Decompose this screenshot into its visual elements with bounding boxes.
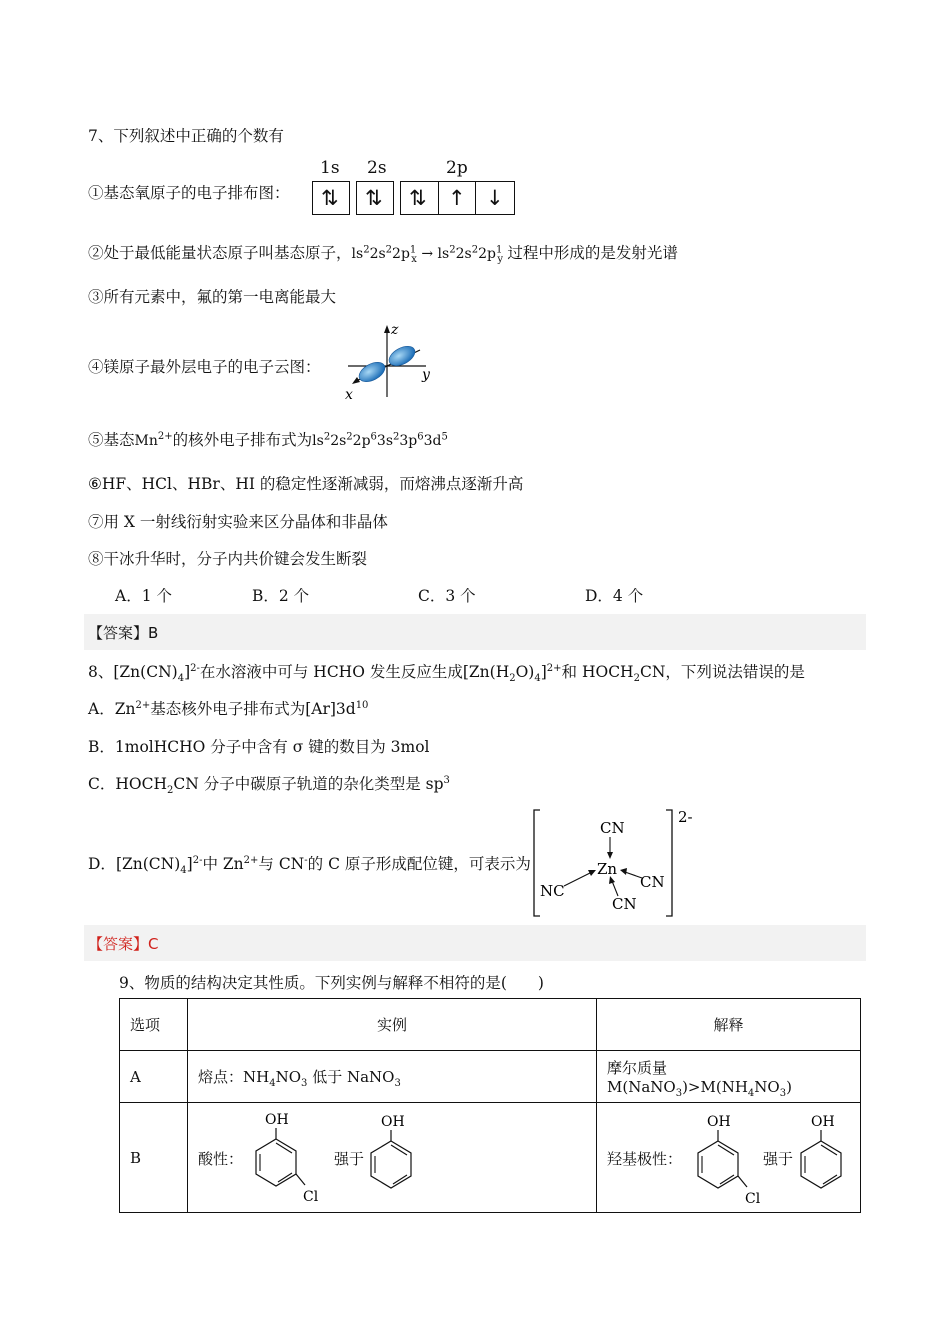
electron-cloud-diagram [340, 322, 440, 402]
svg-text:OH: OH [707, 1114, 731, 1130]
row-a-explanation: 摩尔质量 $M(NaNO_3)>M(NH_4NO_3)$ [597, 1051, 861, 1103]
q7-item1-label: ①基态氧原子的电子排布图： [88, 184, 290, 202]
row-a-option: A [120, 1051, 188, 1103]
q8-option-b: B．1molHCHO 分子中含有 σ 键的数目为 3mol [88, 738, 430, 756]
row-b-example: 酸性： OH Cl 强于 OH [188, 1103, 597, 1213]
m-chlorophenol-structure [243, 1109, 323, 1207]
ligand-left: NC [540, 882, 565, 900]
q9-stem: 9、物质的结构决定其性质。下列实例与解释不相符的是( ) [119, 974, 544, 992]
q8-option-c: C．$HOCH_2CN$ 分子中碳原子轨道的杂化类型是 $sp^3$ [88, 774, 450, 797]
svg-text:OH: OH [381, 1114, 405, 1130]
q8-option-a: A．$Zn^{2+}$基态核外电子排布式为$[Ar]3d^{10}$ [88, 699, 369, 718]
svg-text:OH: OH [811, 1114, 835, 1130]
orbital-box-2p: ⇅ ↑ ↓ [400, 181, 515, 215]
q7-item7: ⑦用 X 一射线衍射实验来区分晶体和非晶体 [88, 513, 388, 531]
q7-item6: ⑥HF、HCl、HBr、HI 的稳定性逐渐减弱，而熔沸点逐渐升高 [88, 475, 524, 493]
table-row-a [120, 1051, 861, 1103]
table-row-b [120, 1103, 861, 1213]
mn-electron-config: $ls^22s^22p^63s^23p^63d^5$ [312, 431, 448, 449]
ligand-top: CN [600, 819, 625, 837]
ligand-right: CN [640, 873, 665, 891]
complex-charge: 2- [678, 808, 693, 826]
q7-choice-b: B．2 个 [252, 587, 310, 605]
header-example: 实例 [188, 999, 597, 1051]
q7-stem: 7、下列叙述中正确的个数有 [88, 127, 284, 145]
q7-choice-a: A．1 个 [115, 587, 172, 605]
ligand-bottom: CN [612, 895, 637, 913]
m-chlorophenol-structure-2 [685, 1111, 765, 1209]
q7-choice-c: C．3 个 [418, 587, 476, 605]
row-b-explanation: 羟基极性： OH Cl 强于 OH [597, 1103, 861, 1213]
q7-item2: ②处于最低能量状态原子叫基态原子，$ls^22s^22p^1_x \to ls^22s^22p^1_y$ 过程中形成的是发射光谱 [88, 244, 678, 265]
orbital-label-1s: 1s [320, 158, 340, 178]
zn-complex-structure [530, 806, 720, 920]
orbital-box-2s: ⇅ [356, 181, 394, 215]
q8-stem: 8、$[Zn(CN)_4]^{2-}$在水溶液中可与 HCHO 发生反应生成$[Zn(H_2O)_4]^{2+}$和 $HOCH_2CN$，下列说法错误的是 [88, 662, 805, 685]
axis-label-z: z [391, 322, 399, 338]
q7-answer: 【答案】B [88, 624, 159, 642]
q7-choice-d: D．4 个 [585, 587, 644, 605]
q7-answer-bar [84, 614, 866, 650]
electron-transition: $ls^22s^22p^1_x \to ls^22s^22p^1_y$ [351, 244, 503, 265]
phenol-structure [363, 1111, 423, 1201]
svg-text:Cl: Cl [303, 1189, 319, 1205]
q8-answer-bar [84, 925, 866, 961]
q7-item8: ⑧干冰升华时，分子内共价键会发生断裂 [88, 550, 368, 568]
axis-label-y: y [422, 367, 430, 383]
q9-table [119, 998, 861, 1213]
q7-item3: ③所有元素中，氟的第一电离能最大 [88, 288, 337, 306]
svg-text:Cl: Cl [745, 1191, 761, 1207]
complex-center-zn: Zn [597, 860, 618, 878]
axis-label-x: x [345, 387, 353, 402]
orbital-box-1s: ⇅ [312, 181, 350, 215]
phenol-structure-2 [793, 1111, 853, 1201]
row-a-example: 熔点：$NH_4NO_3$ 低于 NaNO$_3$ [188, 1051, 597, 1103]
q8-option-d: D．$[Zn(CN)_4]^{2-}$中 $Zn^{2+}$与 CN-的 C 原子形成配位键，可表示为 [88, 854, 531, 877]
header-explanation: 解释 [597, 999, 861, 1051]
orbital-label-2s: 2s [367, 158, 387, 178]
orbital-label-2p: 2p [446, 158, 468, 178]
q8-answer: 【答案】C [88, 935, 159, 953]
q7-item4-label: ④镁原子最外层电子的电子云图： [88, 358, 321, 376]
header-option: 选项 [120, 999, 188, 1051]
q7-item5: ⑤基态$Mn^{2+}$的核外电子排布式为$ls^22s^22p^63s^23p^63d^5$ [88, 430, 448, 449]
row-b-option: B [120, 1103, 188, 1213]
svg-text:OH: OH [265, 1112, 289, 1128]
